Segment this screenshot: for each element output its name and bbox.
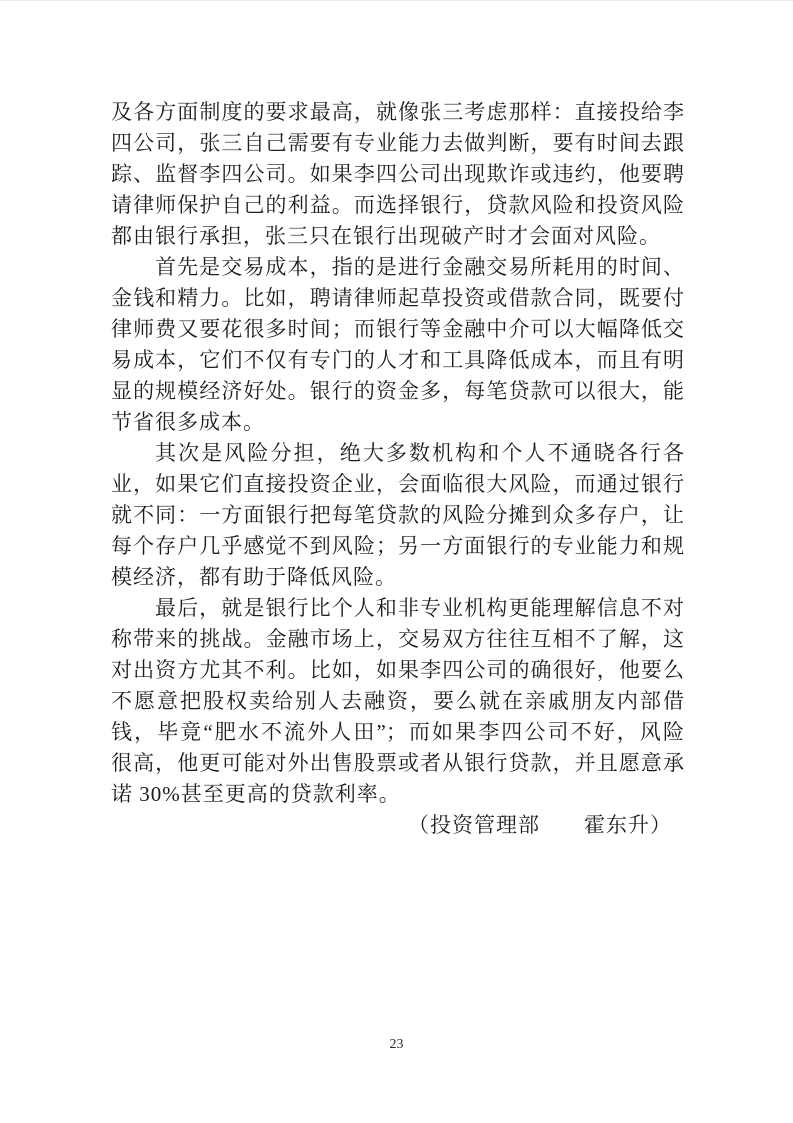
text-line: 显的规模经济好处。银行的资金多，每笔贷款可以很大，能 bbox=[111, 379, 684, 403]
text-line: 节省很多成本。 bbox=[111, 410, 265, 434]
text-line: 业，如果它们直接投资企业，会面临很大风险，而通过银行 bbox=[111, 472, 684, 496]
text-line: 请律师保护自己的利益。而选择银行，贷款风险和投资风险 bbox=[111, 193, 684, 217]
text-line: 很高，他更可能对外出售股票或者从银行贷款，并且愿意承 bbox=[111, 751, 684, 775]
text-line: 对出资方尤其不利。比如，如果李四公司的确很好，他要么 bbox=[111, 658, 684, 682]
text-line: 模经济，都有助于降低风险。 bbox=[111, 565, 397, 589]
text-line: 称带来的挑战。金融市场上，交易双方往往互相不了解，这 bbox=[111, 627, 684, 651]
text-line: 钱，毕竟“肥水不流外人田”；而如果李四公司不好，风险 bbox=[111, 720, 684, 744]
text-line: 其次是风险分担，绝大多数机构和个人不通晓各行各 bbox=[155, 441, 684, 465]
paragraphs-container bbox=[111, 97, 684, 810]
text-line: 易成本，它们不仅有专门的人才和工具降低成本，而且有明 bbox=[111, 348, 684, 372]
text-line: 就不同：一方面银行把每笔贷款的风险分摊到众多存户，让 bbox=[111, 503, 684, 527]
text-line: 最后，就是银行比个人和非专业机构更能理解信息不对 bbox=[155, 596, 684, 620]
text-line: 不愿意把股权卖给别人去融资，要么就在亲戚朋友内部借 bbox=[111, 689, 684, 713]
text-line: 首先是交易成本，指的是进行金融交易所耗用的时间、 bbox=[155, 255, 684, 279]
page-number: 23 bbox=[389, 1037, 404, 1052]
signature-line: （投资管理部 霍东升） bbox=[408, 813, 672, 837]
text-line: 四公司，张三自己需要有专业能力去做判断，要有时间去跟 bbox=[111, 131, 684, 155]
text-line: 踪、监督李四公司。如果李四公司出现欺诈或违约，他要聘 bbox=[111, 162, 684, 186]
text-line: 金钱和精力。比如，聘请律师起草投资或借款合同，既要付 bbox=[111, 286, 684, 310]
text-line: 及各方面制度的要求最高，就像张三考虑那样：直接投给李 bbox=[111, 100, 684, 124]
text-body bbox=[111, 97, 684, 841]
text-line: 律师费又要花很多时间；而银行等金融中介可以大幅降低交 bbox=[111, 317, 684, 341]
text-line: 都由银行承担，张三只在银行出现破产时才会面对风险。 bbox=[111, 224, 661, 248]
text-line: 诺 30%甚至更高的贷款利率。 bbox=[111, 782, 401, 806]
text-line: 每个存户几乎感觉不到风险；另一方面银行的专业能力和规 bbox=[111, 534, 684, 558]
